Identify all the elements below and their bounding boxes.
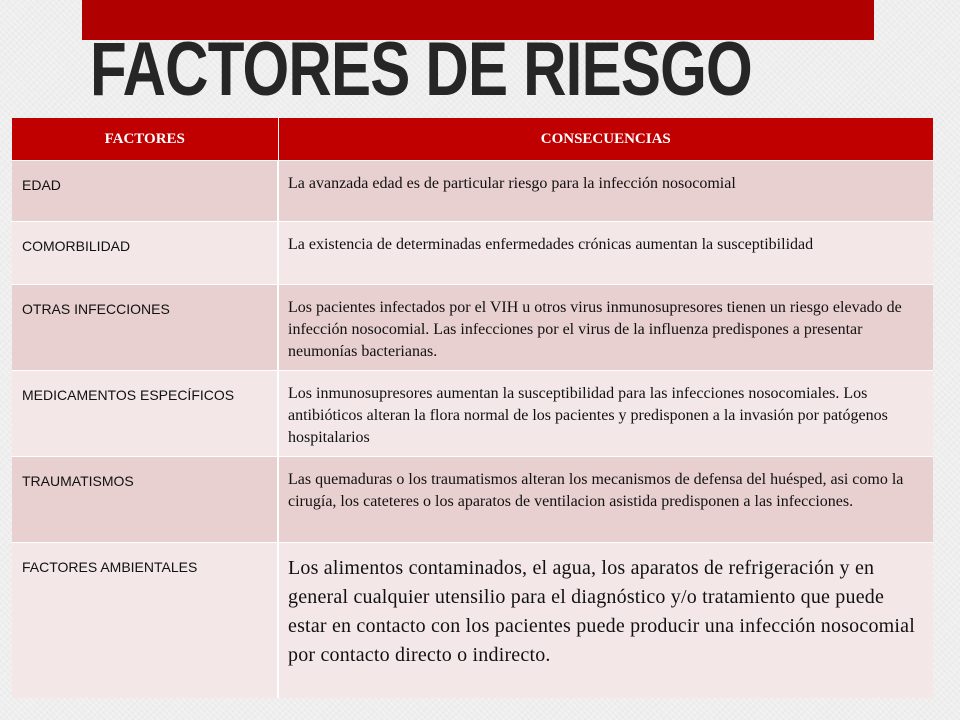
- factor-cell: MEDICAMENTOS ESPECÍFICOS: [12, 371, 278, 457]
- table-row: [12, 457, 933, 543]
- slide-title: FACTORES DE RIESGO: [90, 27, 752, 112]
- consequence-cell: Los inmunosupresores aumentan la susceptibilidad para las infecciones nosocomiales. Los antibióticos alteran la flora normal de los pacientes y predisponen a la invasión por patógenos hospitalarios: [278, 371, 933, 457]
- consequence-cell: Los pacientes infectados por el VIH u otros virus inmunosupresores tienen un riesgo elevado de infección nosocomial. Las infecciones por el virus de la influenza predispones a presentar neumonías bacterianas.: [278, 285, 933, 371]
- table-row: [12, 285, 933, 371]
- factor-cell: FACTORES AMBIENTALES: [12, 543, 278, 698]
- consequence-cell: La avanzada edad es de particular riesgo para la infección nosocomial: [278, 161, 933, 222]
- consequence-cell: Las quemaduras o los traumatismos alteran los mecanismos de defensa del huésped, asi como la cirugía, los cateteres o los aparatos de ventilacion asistida predisponen a las infecciones.: [278, 457, 933, 543]
- factor-cell: OTRAS INFECCIONES: [12, 285, 278, 371]
- column-header-consecuencias: CONSECUENCIAS: [278, 118, 933, 161]
- table-row: [12, 371, 933, 457]
- table-row: [12, 161, 933, 222]
- factor-cell: TRAUMATISMOS: [12, 457, 278, 543]
- table-row: [12, 222, 933, 285]
- column-header-factores: FACTORES: [12, 118, 278, 161]
- factor-cell: COMORBILIDAD: [12, 222, 278, 285]
- table-header-row: [12, 118, 933, 161]
- factor-cell: EDAD: [12, 161, 278, 222]
- risk-factors-table: [12, 118, 933, 698]
- consequence-cell: Los alimentos contaminados, el agua, los aparatos de refrigeración y en general cualquier utensilio para el diagnóstico y/o tratamiento que puede estar en contacto con los pacientes puede producir una infección nosocomial por contacto directo o indirecto.: [278, 543, 933, 698]
- consequence-cell: La existencia de determinadas enfermedades crónicas aumentan la susceptibilidad: [278, 222, 933, 285]
- table-row: [12, 543, 933, 698]
